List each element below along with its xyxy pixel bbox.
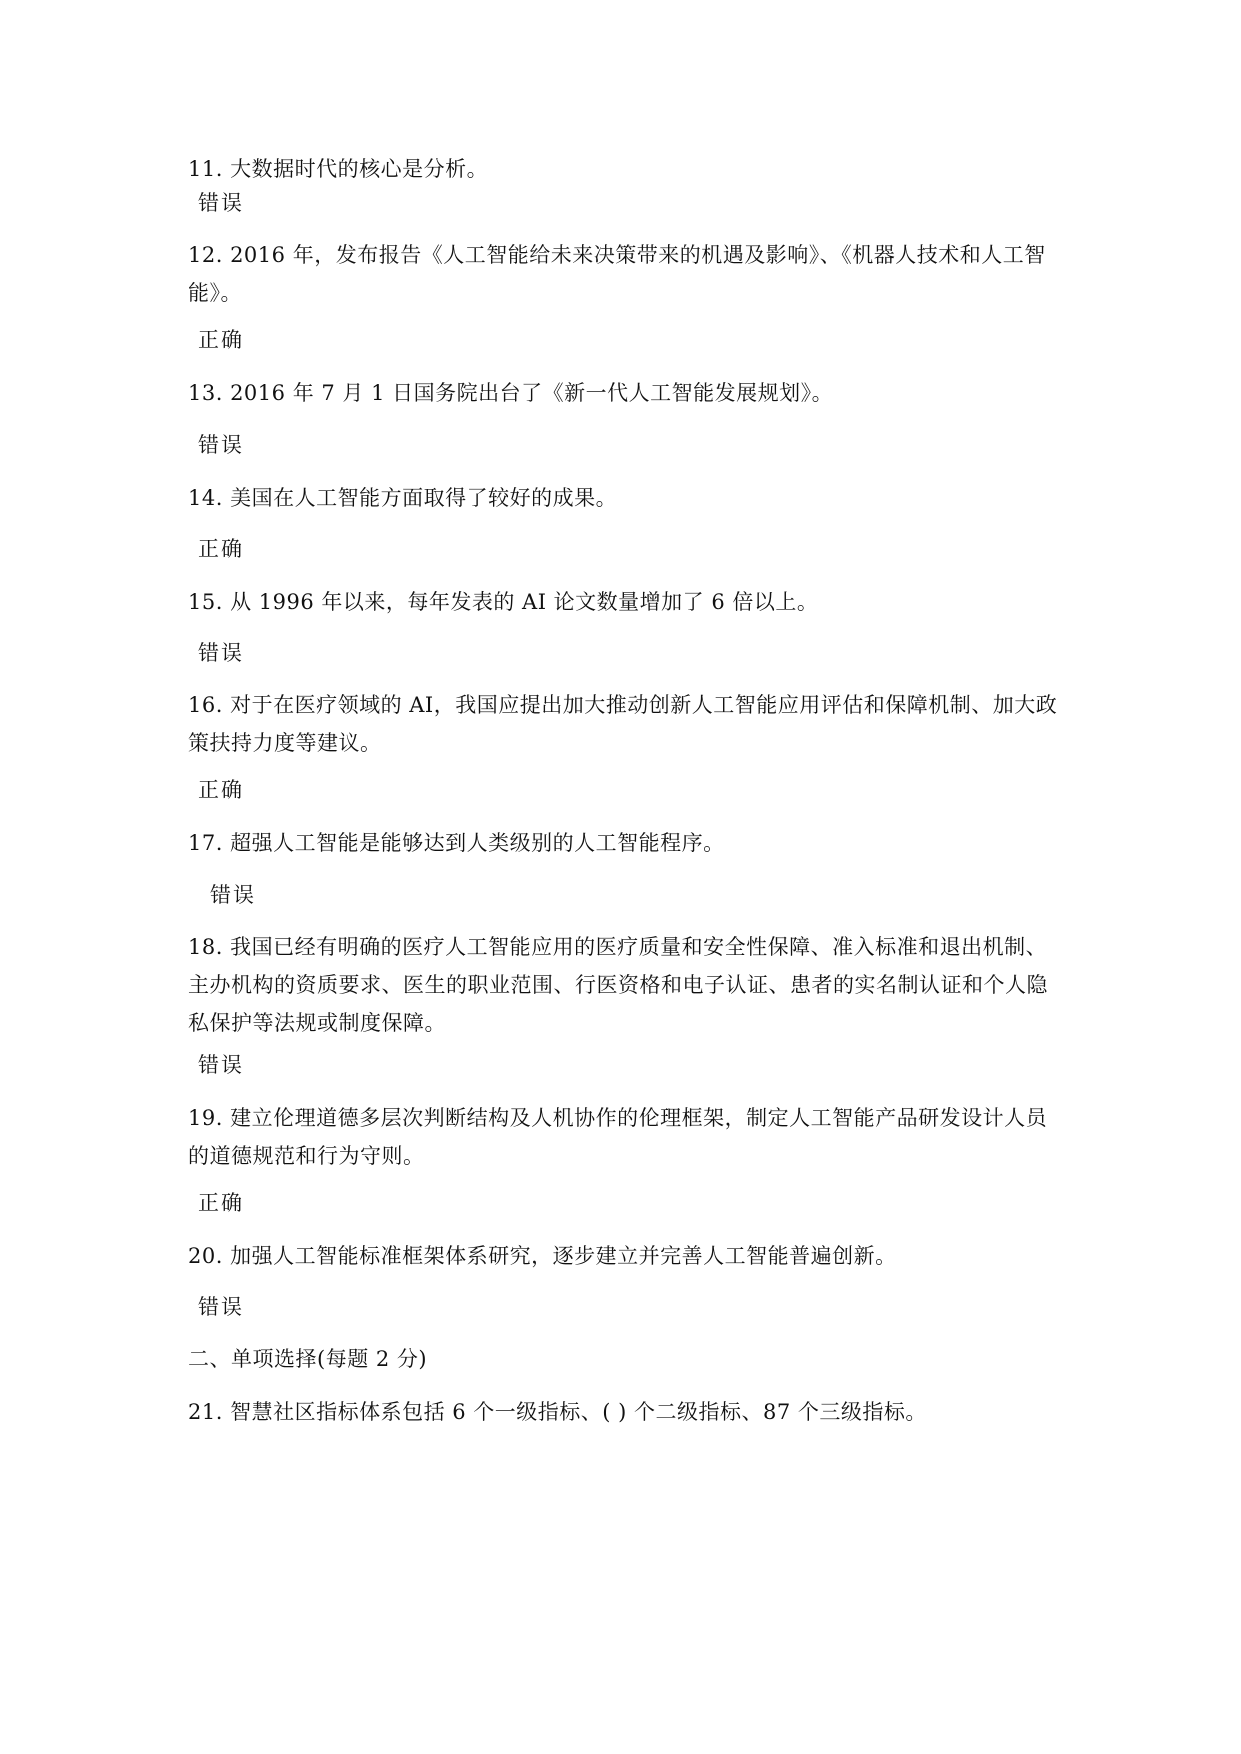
answer-11: 错误 [198,191,244,215]
question-13: 13. 2016 年 7 月 1 日国务院出台了《新一代人工智能发展规划》。 [188,381,834,405]
answer-20: 错误 [198,1295,244,1319]
answer-17: 错误 [210,883,256,907]
section-heading: 二、单项选择(每题 2 分) [188,1347,428,1371]
question-19: 19. 建立伦理道德多层次判断结构及人机协作的伦理框架，制定人工智能产品研发设计人员的道德规范和行为守则。 [188,1106,1048,1168]
answer-14: 正确 [198,537,244,561]
question-21: 21. 智慧社区指标体系包括 6 个一级指标、( ) 个二级指标、87 个三级指标。 [188,1400,927,1424]
question-14: 14. 美国在人工智能方面取得了较好的成果。 [188,486,618,510]
question-18: 18. 我国已经有明确的医疗人工智能应用的医疗质量和安全性保障、准入标准和退出机制、主办机构的资质要求、医生的职业范围、行医资格和电子认证、患者的实名制认证和个人隐私保护等法规或制度保障。 [188,935,1048,1035]
question-12: 12. 2016 年，发布报告《人工智能给未来决策带来的机遇及影响》、《机器人技术和人工智能》。 [188,243,1046,305]
answer-19: 正确 [198,1191,244,1215]
answer-15: 错误 [198,641,244,665]
answer-16: 正确 [198,778,244,802]
answer-12: 正确 [198,328,244,352]
question-16: 16. 对于在医疗领域的 AI，我国应提出加大推动创新人工智能应用评估和保障机制、加大政策扶持力度等建议。 [188,693,1058,755]
answer-13: 错误 [198,433,244,457]
question-11: 11. 大数据时代的核心是分析。 [188,157,489,181]
question-15: 15. 从 1996 年以来，每年发表的 AI 论文数量增加了 6 倍以上。 [188,590,819,614]
question-20: 20. 加强人工智能标准框架体系研究，逐步建立并完善人工智能普遍创新。 [188,1244,897,1268]
question-17: 17. 超强人工智能是能够达到人类级别的人工智能程序。 [188,831,725,855]
answer-18: 错误 [198,1053,244,1077]
